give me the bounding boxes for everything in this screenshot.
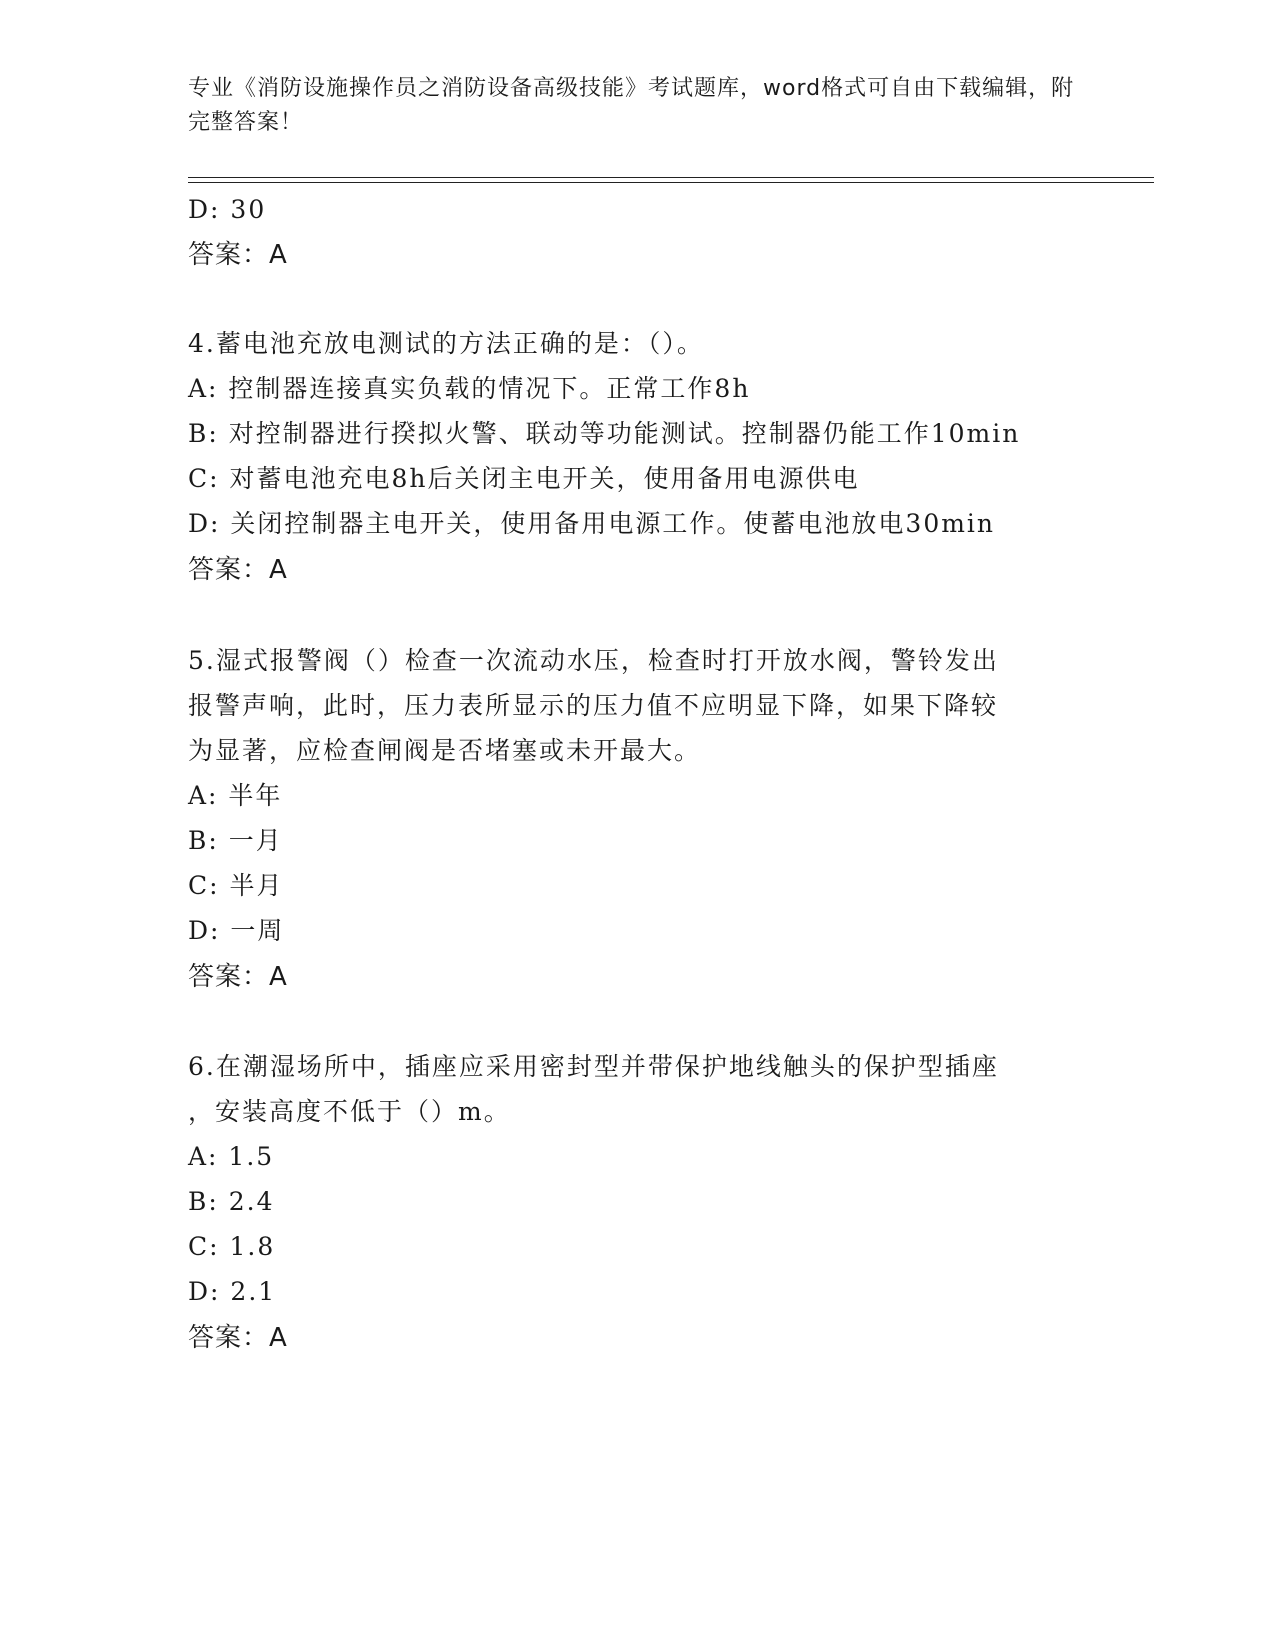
header-divider-top	[188, 177, 1154, 178]
question-line: 报警声响，此时，压力表所显示的压力值不应明显下降，如果下降较	[188, 691, 999, 720]
option-line: D: 2.1	[188, 1277, 277, 1306]
answer-line: 答案：A	[188, 1323, 288, 1353]
question-line: 5.湿式报警阀（）检查一次流动水压，检查时打开放水阀，警铃发出	[188, 646, 999, 675]
option-line: C: 1.8	[188, 1232, 276, 1261]
answer-line: 答案：A	[188, 555, 288, 585]
question-line: 6.在潮湿场所中，插座应采用密封型并带保护地线触头的保护型插座	[188, 1052, 999, 1081]
answer-line: 答案：A	[188, 240, 288, 270]
option-line: A: 控制器连接真实负载的情况下。正常工作8h	[188, 374, 751, 403]
question-line: 为显著，应检查闸阀是否堵塞或未开最大。	[188, 736, 702, 765]
option-line: B: 一月	[188, 826, 283, 855]
option-line: B: 对控制器进行揆拟火警、联动等功能测试。控制器仍能工作10min	[188, 419, 1021, 448]
option-line: C: 对蓄电池充电8h后关闭主电开关，使用备用电源供电	[188, 464, 860, 493]
option-line: A: 半年	[188, 781, 283, 810]
option-line: D: 30	[188, 195, 267, 224]
question-line: ，安装高度不低于（）m。	[188, 1097, 511, 1126]
option-line: B: 2.4	[188, 1187, 275, 1216]
header-divider-bottom	[188, 182, 1154, 183]
option-line: D: 一周	[188, 916, 285, 945]
document-header: 专业《消防设施操作员之消防设备高级技能》考试题库，word格式可自由下载编辑，附完整答案！	[188, 76, 1075, 135]
answer-line: 答案：A	[188, 962, 288, 992]
question-line: 4.蓄电池充放电测试的方法正确的是：（）。	[188, 329, 704, 358]
option-line: D: 关闭控制器主电开关，使用备用电源工作。使蓄电池放电30min	[188, 509, 996, 538]
option-line: C: 半月	[188, 871, 284, 900]
option-line: A: 1.5	[188, 1142, 275, 1171]
